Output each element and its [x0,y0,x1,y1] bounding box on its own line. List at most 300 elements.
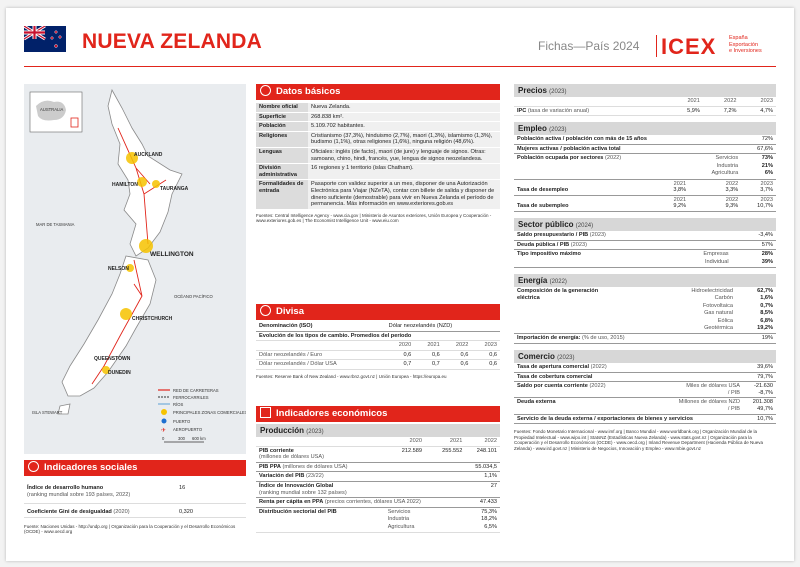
row-label: Deuda externa [514,398,648,414]
table-row [256,462,500,472]
cell-value: 39,6% [743,363,776,372]
row-label: Composición de la generación eléctrica [514,287,624,334]
social-indicators-section [24,460,246,535]
table-row [514,363,776,372]
sector-value: 6% [764,170,773,177]
subheader-year: (2023) [557,355,575,361]
energy-value: 6,8% [760,317,773,324]
table-row [514,382,776,398]
north-island-shape [108,90,182,256]
cell-value: 212.589 [385,446,425,462]
row-label-cell [24,484,176,504]
table-row [514,398,776,414]
row-sub: (2023) [570,241,587,248]
dist-key: Agricultura [387,523,415,530]
row-label: Tasa de desempleo [514,179,646,195]
table-row [256,112,500,122]
table-row [256,131,500,147]
energy-table [514,287,776,344]
unit-value: -8,7% [758,389,773,396]
row-sub: (% de uso, 2015) [581,335,625,342]
tax-keys [665,250,732,268]
tax-key: Individual [704,258,729,265]
table-row [256,103,500,112]
island-label: ISLA STEWART [32,410,63,415]
table-row [514,287,776,334]
icex-logo-subtitle [729,35,762,55]
table-row [256,446,500,462]
sector-value: 21% [761,162,773,169]
tax-values [732,250,776,268]
tax-key: Empresas [703,251,729,258]
currency-table [256,322,500,370]
row-sub: (2023) [589,231,606,238]
energy-header [514,274,776,287]
basic-data-table [256,103,500,210]
energy-key: Hidroelectricidad [691,287,733,294]
row-label-cell [256,446,385,462]
subheader-year: (2023) [549,89,567,95]
unit-value: -21.630 [754,383,773,390]
subheader-title: Empleo [518,124,547,134]
row-sub: (precios corrientes, dólares USA 2022) [324,499,421,506]
table-row [256,507,500,532]
logo-sub-line: Exportación [729,41,759,48]
city-label: CHRISTCHURCH [132,316,173,322]
cell-value: 19% [736,334,776,344]
row-label-cell [256,462,465,472]
currency-header [256,304,500,320]
denom-label: Denominación (ISO) [256,322,386,331]
cell-value: 27 [465,481,500,497]
empty-cell [256,341,386,351]
cell-value: 67,6% [741,144,776,154]
unit-keys [648,382,743,398]
row-label: Tasa de subempleo [514,195,646,211]
table-row [256,472,500,482]
table-row [256,180,500,209]
currency-section [256,304,500,380]
public-sector-table [514,231,776,268]
fact-sheet-page [6,8,794,561]
row-value: Nueva Zelanda. [308,103,500,112]
prices-table [514,97,776,116]
table-row [24,484,246,504]
year-header: 2023 [739,97,776,106]
year-header: 2022 [443,341,472,351]
row-key: Religiones [256,131,308,147]
row-label: IPC [517,107,527,114]
year-cell [646,195,689,211]
row-value: 268.838 km². [308,112,500,122]
table-row [256,122,500,132]
row-label: Tipo impositivo máximo [514,250,665,268]
energy-keys [624,287,736,334]
employment-table [514,135,776,212]
cell-value: 10,7% [743,414,776,424]
row-sub: (ranking mundial sobre 193 países, 2022) [27,491,131,498]
row-label-cell [514,363,743,372]
new-zealand-flag-icon [24,26,66,52]
cell-value: 79,7% [743,372,776,382]
final-source: Fuentes: Fondo Monetario Internacional - www.imf.org | Banco Mundial - www.worldbank.org | Organización Mundial de la Propiedad Intelectual - www.wipo.int | StatsNZ (Estadísticas Nueva Zelanda) - www.stats.govt.nz | Organización para la Cooperación y el Desarrollo Económicos (OCDE) - www.oecd.org | Inland Revenue Department (Hacienda Pública de Nueva Zelanda) - www.ird.govt.nz | Ministerio de Negocios, Innovación y Empleo - www.mbie.govt.nz [514,429,764,451]
unit-value: 201.308 [752,399,773,406]
country-map [24,84,246,454]
row-value: 16 [176,484,246,504]
cell-value: 5,9% [666,106,703,116]
table-row [24,504,246,518]
row-label-cell [514,382,648,398]
cell-value: 10,7% [757,203,773,210]
city-label: NELSON [108,266,129,272]
cell-value: 47.433 [465,498,500,508]
row-label-cell [256,472,465,482]
unit-values [743,382,776,398]
economic-table [256,437,500,533]
country-title: NUEVA ZELANDA [82,30,262,53]
table-row [514,231,776,240]
table-row [256,164,500,180]
sector-key: Servicios [715,155,739,162]
map-legend [158,388,246,442]
energy-value: 0,7% [760,302,773,309]
energy-value: 62,7% [757,287,773,294]
cell-value: 7,2% [703,106,740,116]
year-header: 2021 [666,97,703,106]
subheader-year: (2022) [549,278,567,285]
row-label: Mujeres activas / población activa total [514,144,741,154]
legend-item: RÍOS [173,402,184,407]
cell-value: 55.034,5 [465,462,500,472]
unit-values [743,398,776,414]
dist-keys [385,507,466,532]
economic-header [256,406,500,422]
year-cell [646,179,689,195]
energy-key: Gas natural [704,310,733,317]
row-sub: (millones de dólares USA) [282,463,348,470]
cell-value: 3,8% [673,187,687,194]
legend-item: AEROPUERTO [173,427,203,432]
sea-label: MAR DE TASMANIA [36,222,75,227]
trade-header [514,350,776,363]
public-sector-header [514,218,776,231]
row-value: 0,320 [176,504,246,518]
table-header-row [514,97,776,106]
cell-value: -3,4% [732,231,776,240]
dist-value: 75,3% [481,508,497,515]
row-value: Cristianismo (37,3%), hinduismo (2,7%), maori (1,3%), islamismo (1,3%), budismo (1,1%), otras religiones (1,6%), ninguna religión (48,6%). [308,131,500,147]
row-label-cell [514,231,732,240]
table-row [514,154,776,179]
energy-value: 19,2% [757,325,773,331]
table-row [514,135,776,144]
logo-sub-line: España [729,35,748,41]
cell-value: 248.101 [465,446,500,462]
scale-label: 0 [162,436,165,441]
cell-value: 3,7% [760,187,773,194]
row-label: Variación del PIB [259,473,305,480]
row-label-cell [256,498,465,508]
energy-key: Eólica [717,317,733,324]
scale-label: 300 [178,436,185,441]
row-label: Índice de desarrollo humano [27,485,104,491]
scale-label: 600 km [192,436,206,441]
row-sub: (2022) [604,155,622,162]
section-title: Indicadores sociales [44,462,138,473]
unit-key: Miles de dólares USA [686,383,740,390]
cell-value: 57% [732,240,776,250]
row-value: Oficiales: inglés (de facto), maori (de jure) y lenguaje de signos. Otras: samoano, chino, hindi, francés, yue, lengua de signos neozelandesa. [308,147,500,163]
bar-chart-icon [260,407,271,418]
dist-value: 6,5% [484,523,497,530]
cell-value: 72% [741,135,776,144]
subheader-title: Energía [518,275,548,285]
header-divider [656,35,657,57]
unit-key: Millones de dólares NZD [678,399,740,406]
tax-value: 39% [761,258,773,265]
row-label: Población activa / población con más de 15 años [514,135,741,144]
city-label: QUEENSTOWN [94,356,131,362]
year-header: 2021 [673,196,687,203]
cell-value: 1,1% [465,472,500,482]
row-key: Superficie [256,112,308,122]
cell-value: 3,3% [725,187,739,194]
row-key: División administrativa [256,164,308,180]
sector-keys [689,154,741,179]
table-row [514,334,776,344]
evolution-title: Evolución de los tipos de cambio. Promedios del período [256,331,500,341]
table-row [256,350,500,360]
city-label: WELLINGTON [150,251,194,258]
row-key: Nombre oficial [256,103,308,112]
year-cell [741,195,776,211]
year-header: 2022 [703,97,740,106]
year-cell [689,195,741,211]
table-row [514,250,776,268]
year-header: 2023 [760,196,773,203]
row-sub: (2020) [113,509,130,516]
icex-logo: ICEX [661,34,717,59]
people-icon [28,461,39,472]
dist-key: Servicios [387,508,411,515]
dist-key: Industria [387,516,410,523]
social-section-header [24,460,246,476]
table-row [256,147,500,163]
city-label: HAMILTON [112,182,138,188]
row-label-cell [514,106,666,116]
row-label: Dólar neozelandés / Euro [256,350,386,360]
unit-key: / PIB [727,405,740,412]
production-subheader [256,424,500,437]
year-header: 2020 [385,437,425,446]
city-label: AUCKLAND [134,152,163,158]
table-row [256,360,500,370]
economic-indicators-section [256,406,500,533]
subheader-title: Comercio [518,352,555,361]
globe-icon [260,85,271,96]
series-title: Fichas—País 2024 [538,39,640,53]
table-row [514,240,776,250]
energy-key: Carbón [714,295,733,302]
row-label: Índice de Innovación Global [259,482,334,489]
row-label-cell [24,504,176,518]
year-header: 2022 [725,196,739,203]
unit-keys [648,398,743,414]
table-row [514,106,776,116]
currency-source: Fuentes: Reserve Bank of New Zealand - www.rbnz.govt.nz | Unión Europea - https://europa.eu [256,373,447,379]
row-sub: (2022) [589,383,606,390]
row-value: 16 regiones y 1 territorio (islas Chatham). [308,164,500,180]
subheader-year: (2023) [549,127,567,134]
cell-value: 0,6 [443,350,472,360]
employment-header [514,122,776,135]
table-header-row [256,437,500,446]
legend-item: FERROCARRILES [173,395,209,400]
basic-data-source: Fuentes: Central Intelligence Agency - www.cia.gov | Ministerio de Asuntos exteriores, Unión Europea y Cooperación - www.exteriores.gob.es | The Economist Intelligence Unit - www.eiu.com [256,212,492,224]
row-sub: (ranking mundial sobre 132 países) [259,489,347,496]
row-value: Pasaporte con validez superior a un mes, disponer de una Autorización Electrónica para Viajar (NZeTA), contar con billete de salida y disponer de dinero suficiente (demostrable) para vivir en Nueva Zelanda el período de permanencia. Más información en www.exteriores.gob.es [308,180,500,209]
subheader-title: Sector público [518,219,574,229]
cell-value: 0,6 [471,360,500,370]
currency-icon [260,305,271,316]
row-label: Tasa de apertura comercial [517,364,590,370]
section-title: Divisa [276,306,304,317]
social-source: Fuente: Naciones Unidas - http://undp.org | Organización para la Cooperación y el Desarrollo Económicos (OCDE) - www.oecd.org [24,523,236,535]
trade-table [514,363,776,424]
dist-value: 18,2% [481,516,497,523]
prices-header [514,84,776,97]
social-table [24,484,246,518]
basic-data-section [256,84,500,224]
row-value: 5.109.702 habitantes. [308,122,500,132]
energy-key: Geotérmica [704,325,733,331]
row-label: PIB corriente [259,447,294,454]
tax-value: 28% [761,251,773,258]
row-label: Saldo presupuestario / PIB [517,231,589,238]
sector-values [741,154,776,179]
cell-value: 9,2% [673,203,687,210]
year-header: 2023 [471,341,500,351]
row-label: Saldo por cuenta corriente [517,383,588,390]
subheader-title: Precios [518,86,547,95]
section-title: Datos básicos [276,86,341,97]
sector-value: 73% [761,155,773,162]
row-sub: (millones de dólares USA) [259,454,324,461]
cell-value: 0,6 [443,360,472,370]
unit-key: / PIB [727,389,740,396]
cell-value: 0,6 [414,350,443,360]
row-label: PIB PPA [259,463,281,470]
inset-label: AUSTRALIA [40,107,64,112]
table-row [514,414,776,424]
row-label: Distribución sectorial del PIB [256,507,385,532]
row-label: Servicio de la deuda externa / exportaciones de bienes y servicios [514,414,743,424]
row-sub: (tasa de variación anual) [527,107,590,114]
table-row [514,179,776,195]
row-label-cell [514,334,736,344]
year-header: 2021 [673,180,687,187]
right-column [514,84,776,452]
row-label: Importación de energía: [517,335,581,342]
cell-value: 4,7% [739,106,776,116]
row-label-cell [256,481,465,497]
year-header: 2022 [725,180,739,187]
empty-cell [514,97,666,106]
row-sub: (23/22) [305,473,324,480]
cell-value: 0,7 [386,360,415,370]
cell-value: 9,3% [725,203,739,210]
basic-data-header [256,84,500,100]
row-key: Lenguas [256,147,308,163]
year-header: 2022 [465,437,500,446]
year-cell [689,179,741,195]
map-graphic [24,84,246,454]
row-key: Formalidades de entrada [256,180,308,209]
svg-text:✈: ✈ [161,428,167,434]
legend-item: PUERTO [173,419,191,424]
cell-value: 0,6 [471,350,500,360]
row-label-cell [514,154,689,179]
logo-sub-line: e Inversiones [729,48,762,54]
row-label: Deuda pública / PIB [517,241,570,248]
cell-value: 0,7 [414,360,443,370]
city-label: TAURANGA [160,186,189,192]
empty-cell [256,437,385,446]
denom-value: Dólar neozelandés (NZD) [386,322,500,331]
unit-value: 49,7% [757,405,773,412]
table-row [256,331,500,341]
energy-value: 1,6% [760,295,773,302]
row-label: Renta per cápita en PPA [259,499,324,506]
cell-value: 0,6 [386,350,415,360]
year-header: 2020 [386,341,415,351]
legend-item: RED DE CARRETERAS [173,388,219,393]
subheader-year: (2024) [575,222,594,229]
section-title: Indicadores económicos [276,408,388,419]
table-row [514,195,776,211]
subheader-title: Producción [260,426,305,435]
row-sub: (2022) [590,364,607,370]
year-cell [741,179,776,195]
row-label: Coeficiente Gini de desigualdad [27,509,112,516]
table-row [514,144,776,154]
sector-key: Industria [716,162,739,169]
table-row [256,481,500,497]
row-key: Población [256,122,308,132]
header-rule [24,66,776,67]
table-header-row [256,341,500,351]
row-label: Tasa de cobertura comercial [514,372,743,382]
subheader-year: (2023) [306,429,324,435]
city-label: DUNEDIN [108,370,131,376]
table-row [514,372,776,382]
dist-values [465,507,500,532]
row-label-cell [514,240,732,250]
year-header: 2023 [760,180,773,187]
legend-item: PRINCIPALES ZONAS COMERCIALES [173,410,246,415]
sector-key: Agricultura [711,170,739,177]
row-label: Población ocupada por sectores [517,155,604,162]
row-label: Dólar neozelandés / Dólar USA [256,360,386,370]
year-header: 2021 [414,341,443,351]
table-row [256,322,500,331]
ocean-label: OCÉANO PACÍFICO [174,294,213,299]
energy-values [736,287,776,334]
year-header: 2021 [425,437,465,446]
energy-value: 8,5% [760,310,773,317]
table-row [256,498,500,508]
energy-key: Fotovoltaica [702,302,733,309]
